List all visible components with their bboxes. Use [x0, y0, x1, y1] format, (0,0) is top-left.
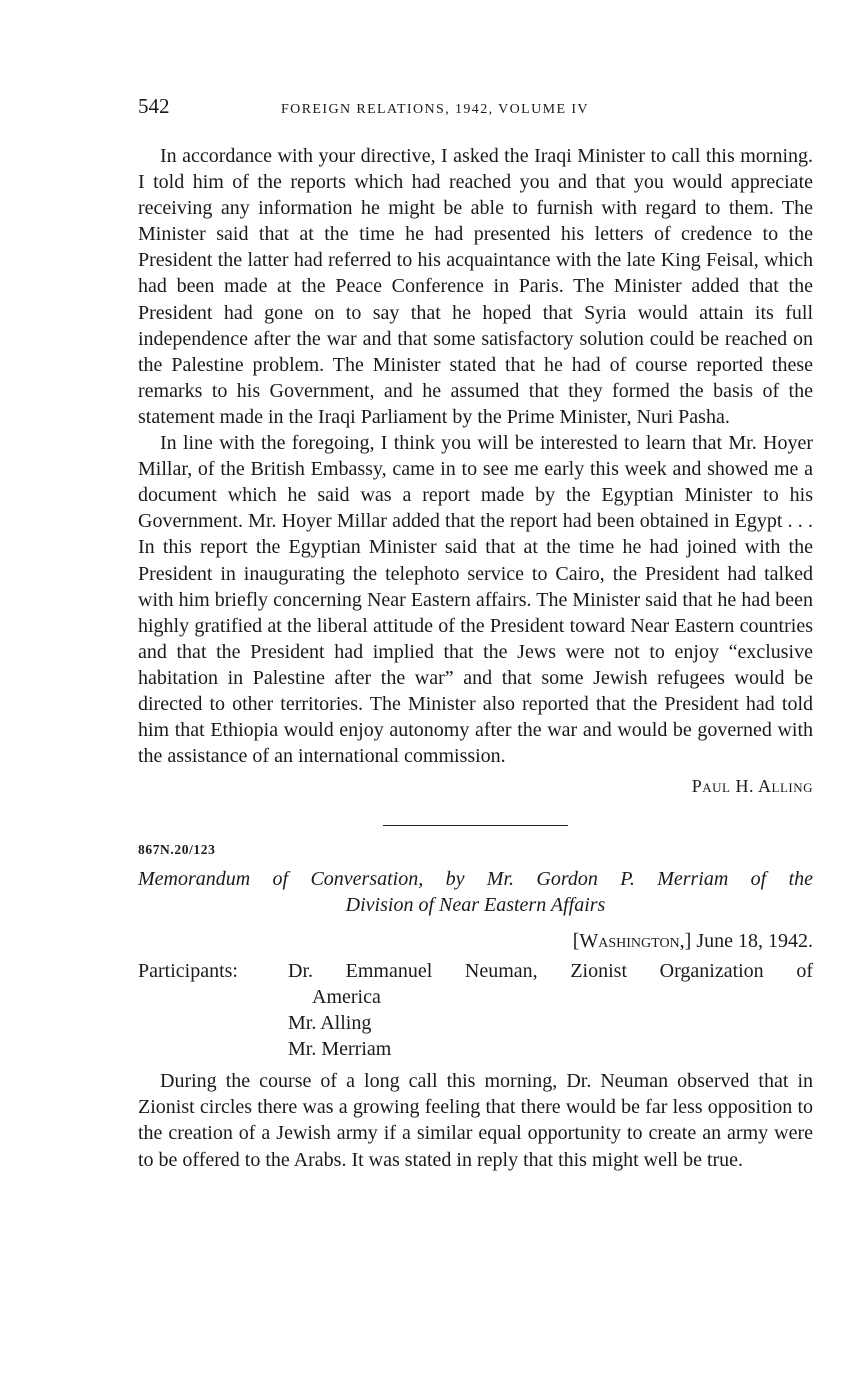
participant-alling: Mr. Alling [288, 1012, 372, 1035]
memo-title-line-2: Division of Near Eastern Affairs [345, 894, 606, 917]
signature: Paul H. Alling [691, 776, 813, 797]
body-paragraph-2: In line with the foregoing, I think you will be interested to learn that Mr. Hoyer Millar, of the British Embassy, came in to see me early this week and showed me a document which he said was a report made by the Egyptian Minister to his Government. Mr. Hoyer Millar added that the report had been obtained in Egypt . . . In this report the Egyptian Minister said that at the time he had joined with the President in inaugurating the telephoto service to Cairo, the President had talked with him briefly concerning Near Eastern affairs. The Minister said that he had been highly gratified at the liberal attitude of the President toward Near Eastern countries and that the President had implied that the Jews were not to enjoy “exclusive habitation in Palestine after the war” and that some Jewish refugees would be directed to other territories. The Minister also reported that the President had told him that Ethiopia would enjoy autonomy after the war and would be governed with the assistance of an international commission. [138, 432, 813, 768]
dateline-bracket: [ [572, 930, 580, 953]
document-page [138, 94, 813, 1173]
section-divider [383, 825, 568, 826]
memo-title [138, 866, 813, 918]
page-number: 542 [138, 94, 170, 118]
page-header [138, 94, 813, 124]
memo-title-line-1: Memorandum of Conversation, by Mr. Gordon P. Merriam of the [138, 868, 813, 891]
participant-neuman-cont: America [312, 986, 381, 1009]
participants-block [138, 958, 813, 1062]
memo-body-paragraph: During the course of a long call this morning, Dr. Neuman observed that in Zionist circles there was a growing feeling that there would be far less opposition to the creation of a Jewish army if a similar equal opportunity to create an army were to be offered to the Arabs. It was stated in reply that this might well be true. [138, 1070, 813, 1171]
document-id: 867N.20/123 [138, 842, 216, 858]
participant-merriam: Mr. Merriam [288, 1038, 392, 1061]
participants-label: Participants: [138, 960, 238, 983]
running-head: FOREIGN RELATIONS, 1942, VOLUME IV [281, 102, 589, 117]
body-paragraph-1: In accordance with your directive, I asked the Iraqi Minister to call this morning. I told him of the reports which had reached you and that you would appreciate receiving any information he might be able to furnish with regard to them. The Minister said that at the time he had presented his letters of credence to the President the latter had referred to his acquaintance with the late King Feisal, which had been made at the Peace Conference in Paris. The Minister added that the President had gone on to say that he hoped that Syria would attain its full independence after the war and that some satisfactory solution could be reached on the Palestine problem. The Minister stated that he had of course reported these remarks to his Government, and he assumed that they formed the basis of the statement made in the Iraqi Parliament by the Prime Minister, Nuri Pasha. [138, 145, 813, 428]
participants-list [288, 958, 813, 1062]
participant-neuman: Dr. Emmanuel Neuman, Zionist Organization of [288, 960, 813, 983]
dateline [138, 928, 813, 954]
dateline-date: ,] June 18, 1942. [679, 930, 813, 953]
dateline-place: Washington [579, 930, 680, 953]
